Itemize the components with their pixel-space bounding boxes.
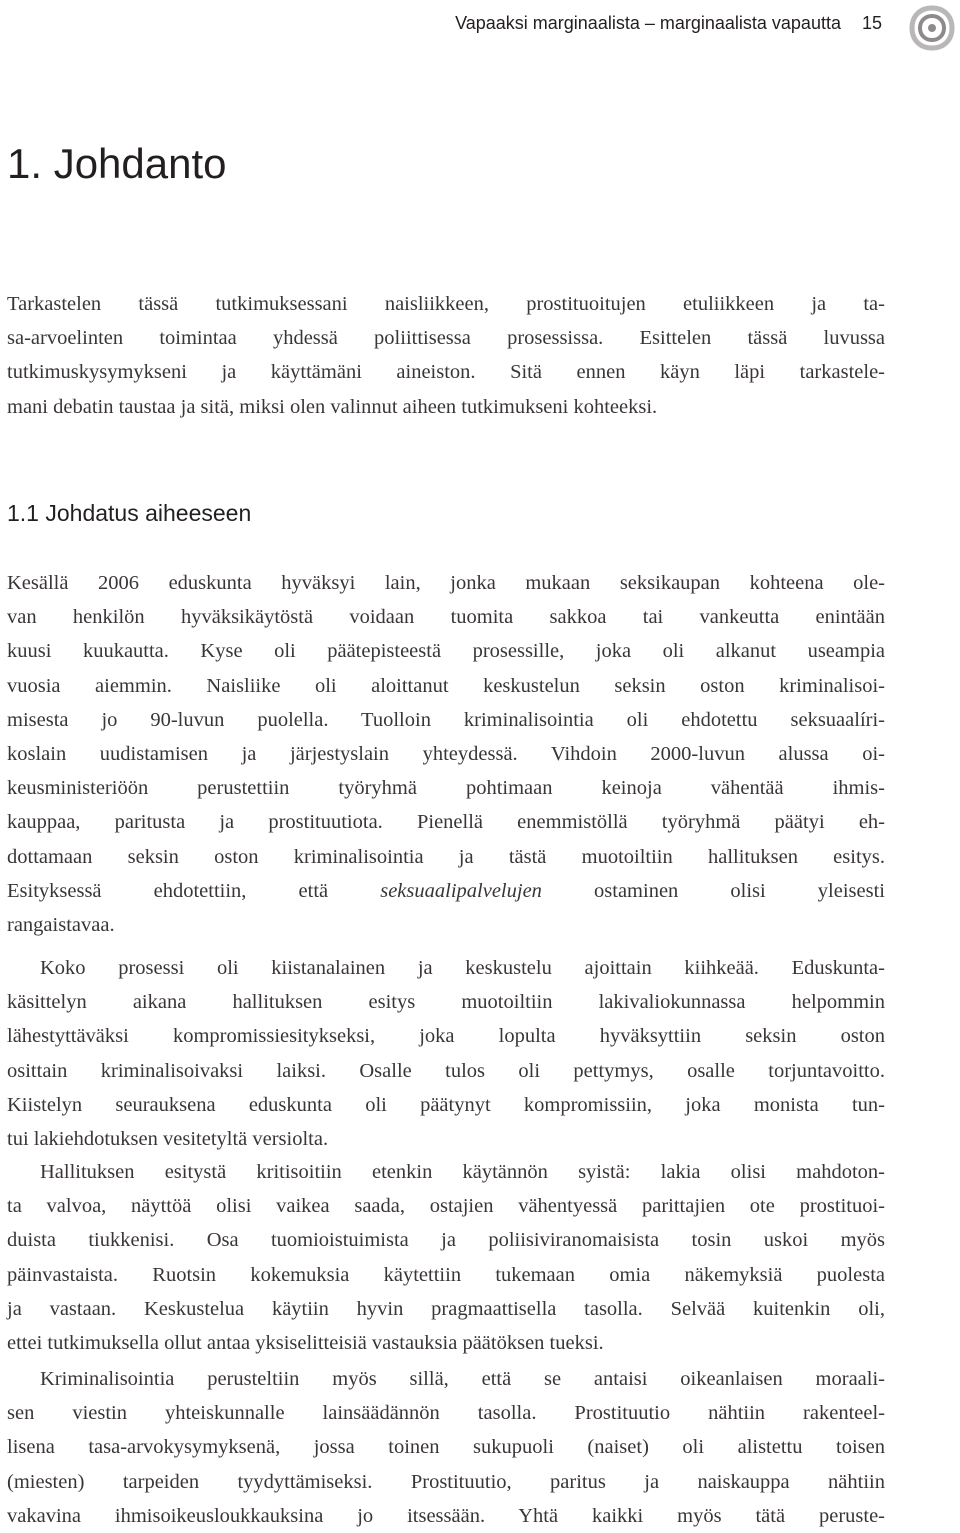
text-line: van henkilön hyväksikäytöstä voidaan tuomita sakkoa tai vankeutta enintään [7, 606, 885, 629]
text-line: misesta jo 90-luvun puolella. Tuolloin kriminalisointia oli ehdotettu seksuaalíri- [7, 708, 885, 731]
intro-paragraph [7, 287, 885, 424]
body-paragraph-1 [7, 566, 885, 942]
text-line: lähestyttäväksi kompromissiesitykseksi, joka lopulta hyväksyttiin seksin oston [7, 1025, 885, 1048]
text-line: kuusi kuukautta. Kyse oli päätepisteestä prosessille, joka oli alkanut useampia [7, 640, 885, 663]
text-line: (miesten) tarpeiden tyydyttämiseksi. Prostituutio, paritus ja naiskauppa nähtiin [7, 1470, 885, 1493]
text-line: Kiistelyn seurauksena eduskunta oli päätynyt kompromissiin, joka monista tun- [7, 1093, 885, 1116]
text-line: koslain uudistamisen ja järjestyslain yhteydessä. Vihdoin 2000-luvun alussa oi- [7, 742, 885, 765]
text-line: sa-arvoelinten toimintaa yhdessä poliittisessa prosessissa. Esittelen tässä luvussa [7, 327, 885, 350]
text-line: lisena tasa-arvokysymyksenä, jossa toinen sukupuoli (naiset) oli alistettu toisen [7, 1436, 885, 1459]
text-line: Tarkastelen tässä tutkimuksessani naisliikkeen, prostituoitujen etuliikkeen ja ta- [7, 293, 885, 315]
text-line: ja vastaan. Keskustelua käytiin hyvin pragmaattisella tasolla. Selvää kuitenkin oli, [7, 1297, 885, 1320]
section-title: 1.1 Johdatus aiheeseen [7, 500, 252, 526]
text-line: Kesällä 2006 eduskunta hyväksyi lain, jonka mukaan seksikaupan kohteena ole- [7, 572, 885, 594]
text-line: Kriminalisointia perusteltiin myös sillä, että se antaisi oikeanlaisen moraali- [40, 1368, 885, 1390]
text-line: osittain kriminalisoivaksi laiksi. Osalle tulos oli pettymys, osalle torjuntavoitto. [7, 1059, 885, 1082]
body-paragraph-2 [7, 951, 885, 1156]
text-line: ta valvoa, näyttöä olisi vaikea saada, ostajien vähentyessä parittajien ote prostituoi- [7, 1195, 885, 1218]
text-line: päinvastaista. Ruotsin kokemuksia käytettiin tukemaan omia näkemyksiä puolesta [7, 1263, 885, 1286]
text-line: käsittelyn aikana hallituksen esitys muotoiltiin lakivaliokunnassa helpommin [7, 991, 885, 1014]
text-line: vakavina ihmisoikeusloukkauksina jo itsessään. Yhtä kaikki myös tätä peruste- [7, 1504, 885, 1527]
text-line [7, 874, 885, 908]
chapter-title: 1. Johdanto [7, 140, 227, 187]
text-line: keusministeriöön perustettiin työryhmä pohtimaan keinoja vähentää ihmis- [7, 777, 885, 800]
text-segment: Esityksessä ehdotettiin, että [7, 879, 381, 902]
text-line: mani debatin taustaa ja sitä, miksi olen valinnut aiheen tutkimukseni kohteeksi. [7, 395, 658, 418]
text-line: duista tiukkenisi. Osa tuomioistuimista ja poliisiviranomaisista tosin uskoi myös [7, 1229, 885, 1252]
text-line: sen viestin yhteiskunnalle lainsäädännön tasolla. Prostituutio nähtiin rakenteel- [7, 1402, 885, 1425]
text-line: kauppaa, paritusta ja prostituutiota. Pienellä enemmistöllä työryhmä päätyi eh- [7, 811, 885, 834]
body-paragraph-3 [7, 1155, 885, 1360]
publisher-logo-icon [906, 2, 958, 54]
running-title: Vapaaksi marginaalista – marginaalista vapautta [455, 13, 841, 33]
text-line: tutkimuskysymykseni ja käyttämäni aineiston. Sitä ennen käyn läpi tarkastele- [7, 361, 885, 384]
text-line: dottamaan seksin oston kriminalisointia ja tästä muotoiltiin hallituksen esitys. [7, 845, 885, 868]
page-number: 15 [861, 13, 882, 33]
text-line: vuosia aiemmin. Naisliike oli aloittanut keskustelun seksin oston kriminalisoi- [7, 674, 885, 697]
emphasized-term: seksuaalipalvelujen [380, 879, 542, 902]
text-line: tui lakiehdotuksen vesitetyltä versiolta. [7, 1127, 329, 1150]
text-line: Koko prosessi oli kiistanalainen ja keskustelu ajoittain kiihkeää. Eduskunta- [40, 957, 885, 979]
text-line: Hallituksen esitystä kritisoitiin etenkin käytännön syistä: lakia olisi mahdoton- [40, 1161, 885, 1183]
body-paragraph-4 [7, 1362, 885, 1533]
text-line: rangaistavaa. [7, 913, 115, 936]
text-line: ettei tutkimuksella ollut antaa yksiselitteisiä vastauksia päätöksen tueksi. [7, 1331, 604, 1354]
running-head [455, 9, 882, 37]
text-segment: ostaminen olisi yleisesti [541, 879, 885, 902]
